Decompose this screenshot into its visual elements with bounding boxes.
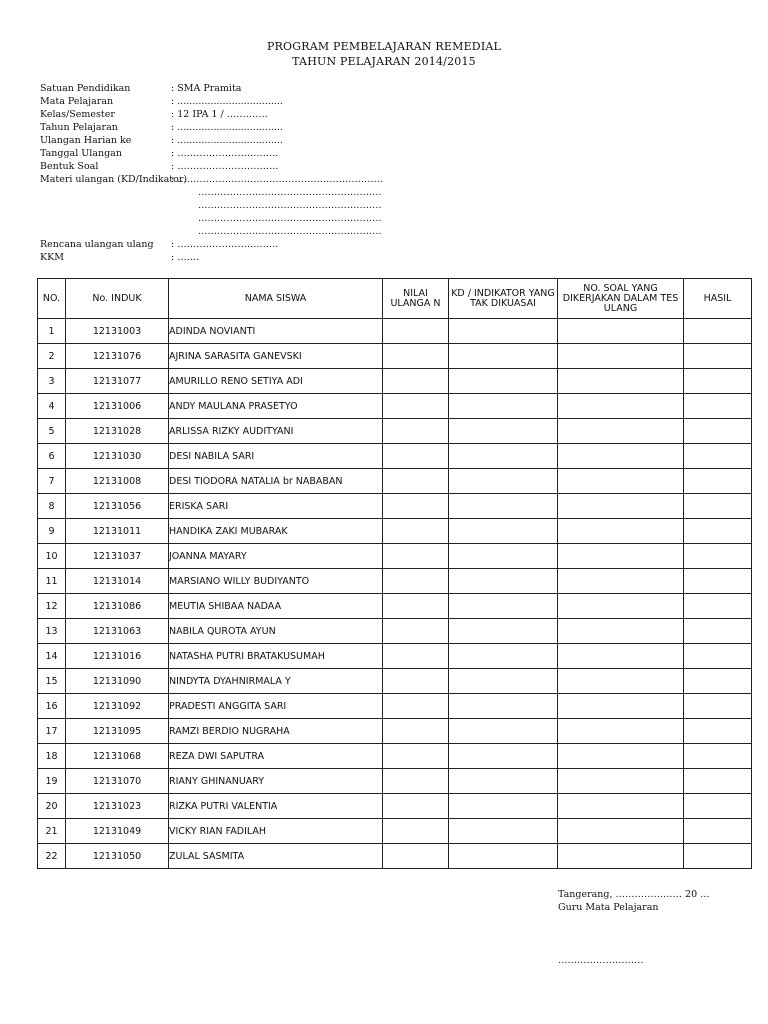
cell-no: 5 [38, 419, 66, 444]
cell-no: 10 [38, 544, 66, 569]
cell-no-soal [558, 419, 684, 444]
cell-kd-indikator [449, 719, 558, 744]
cell-no-induk: 12131008 [66, 469, 169, 494]
cell-no-soal [558, 669, 684, 694]
cell-nilai-ulangan [383, 544, 449, 569]
cell-kd-indikator [449, 319, 558, 344]
cell-nilai-ulangan [383, 669, 449, 694]
table-row [38, 319, 752, 344]
info-value: : ……. [171, 252, 200, 263]
info-value: : ………………………….. [171, 148, 279, 159]
cell-nilai-ulangan [383, 594, 449, 619]
cell-kd-indikator [449, 369, 558, 394]
cell-nama-siswa: NABILA QUROTA AYUN [169, 619, 383, 644]
table-row [38, 419, 752, 444]
cell-hasil [684, 419, 752, 444]
cell-no-soal [558, 344, 684, 369]
cell-nama-siswa: ANDY MAULANA PRASETYO [169, 394, 383, 419]
info-label: Mata Pelajaran [40, 96, 114, 107]
cell-no-induk: 12131049 [66, 819, 169, 844]
cell-hasil [684, 644, 752, 669]
cell-nilai-ulangan [383, 494, 449, 519]
cell-nama-siswa: AJRINA SARASITA GANEVSKI [169, 344, 383, 369]
cell-hasil [684, 619, 752, 644]
cell-no: 17 [38, 719, 66, 744]
cell-hasil [684, 344, 752, 369]
table-row [38, 719, 752, 744]
info-value: …………………………………………………. [198, 200, 382, 211]
cell-nilai-ulangan [383, 569, 449, 594]
cell-no: 22 [38, 844, 66, 869]
header-nilai-ulangan: NILAI ULANGA N [383, 279, 449, 319]
cell-no-soal [558, 794, 684, 819]
cell-nilai-ulangan [383, 619, 449, 644]
header-kd-indikator: KD / INDIKATOR YANG TAK DIKUASAI [449, 279, 558, 319]
cell-nama-siswa: RIZKA PUTRI VALENTIA [169, 794, 383, 819]
cell-kd-indikator [449, 419, 558, 444]
table-row [38, 844, 752, 869]
cell-no: 3 [38, 369, 66, 394]
cell-no-soal [558, 769, 684, 794]
cell-nilai-ulangan [383, 794, 449, 819]
cell-nilai-ulangan [383, 394, 449, 419]
signature-place-date: Tangerang, ………………… 20 … [558, 889, 710, 900]
cell-no-induk: 12131092 [66, 694, 169, 719]
cell-no-induk: 12131086 [66, 594, 169, 619]
cell-nilai-ulangan [383, 719, 449, 744]
cell-nilai-ulangan [383, 769, 449, 794]
cell-no-induk: 12131068 [66, 744, 169, 769]
table-row [38, 519, 752, 544]
info-value: : ……………………………………………………….. [171, 174, 383, 185]
cell-hasil [684, 519, 752, 544]
cell-no-induk: 12131095 [66, 719, 169, 744]
cell-no-induk: 12131056 [66, 494, 169, 519]
cell-nilai-ulangan [383, 444, 449, 469]
cell-hasil [684, 394, 752, 419]
cell-nama-siswa: ADINDA NOVIANTI [169, 319, 383, 344]
cell-nilai-ulangan [383, 469, 449, 494]
cell-kd-indikator [449, 394, 558, 419]
cell-kd-indikator [449, 544, 558, 569]
info-label: Tanggal Ulangan [40, 148, 122, 159]
cell-kd-indikator [449, 494, 558, 519]
table-row [38, 569, 752, 594]
info-label: Kelas/Semester [40, 109, 115, 120]
cell-no-induk: 12131076 [66, 344, 169, 369]
cell-no-soal [558, 819, 684, 844]
cell-hasil [684, 844, 752, 869]
cell-nama-siswa: ARLISSA RIZKY AUDITYANI [169, 419, 383, 444]
cell-hasil [684, 544, 752, 569]
cell-no: 13 [38, 619, 66, 644]
cell-no: 12 [38, 594, 66, 619]
cell-kd-indikator [449, 844, 558, 869]
info-label: Ulangan Harian ke [40, 135, 132, 146]
header-no-induk: No. INDUK [66, 279, 169, 319]
cell-nama-siswa: ERISKA SARI [169, 494, 383, 519]
cell-no: 6 [38, 444, 66, 469]
cell-no: 20 [38, 794, 66, 819]
table-row [38, 794, 752, 819]
cell-no-induk: 12131023 [66, 794, 169, 819]
cell-no-soal [558, 569, 684, 594]
cell-nilai-ulangan [383, 644, 449, 669]
cell-no-induk: 12131006 [66, 394, 169, 419]
cell-kd-indikator [449, 794, 558, 819]
cell-no-soal [558, 594, 684, 619]
cell-no-induk: 12131050 [66, 844, 169, 869]
cell-nilai-ulangan [383, 844, 449, 869]
cell-nilai-ulangan [383, 369, 449, 394]
cell-no: 11 [38, 569, 66, 594]
cell-no: 4 [38, 394, 66, 419]
cell-hasil [684, 469, 752, 494]
cell-nama-siswa: RAMZI BERDIO NUGRAHA [169, 719, 383, 744]
cell-no-soal [558, 619, 684, 644]
cell-no-soal [558, 319, 684, 344]
info-label: KKM [40, 252, 64, 263]
table-row [38, 344, 752, 369]
info-value: : ................................... [171, 122, 283, 133]
cell-no-induk: 12131014 [66, 569, 169, 594]
cell-nama-siswa: VICKY RIAN FADILAH [169, 819, 383, 844]
table-row [38, 694, 752, 719]
cell-no: 21 [38, 819, 66, 844]
cell-no-induk: 12131090 [66, 669, 169, 694]
table-row [38, 469, 752, 494]
table-row [38, 369, 752, 394]
cell-hasil [684, 594, 752, 619]
table-row [38, 494, 752, 519]
cell-no-induk: 12131063 [66, 619, 169, 644]
cell-nama-siswa: MEUTIA SHIBAA NADAA [169, 594, 383, 619]
cell-nama-siswa: RIANY GHINANUARY [169, 769, 383, 794]
cell-hasil [684, 569, 752, 594]
cell-no: 1 [38, 319, 66, 344]
document-title: PROGRAM PEMBELAJARAN REMEDIAL [266, 40, 502, 53]
signature-role: Guru Mata Pelajaran [558, 902, 659, 913]
table-row [38, 819, 752, 844]
table-header-row [38, 279, 752, 319]
info-value: : ................................... [171, 135, 283, 146]
cell-nama-siswa: NATASHA PUTRI BRATAKUSUMAH [169, 644, 383, 669]
cell-no-induk: 12131070 [66, 769, 169, 794]
cell-no-soal [558, 644, 684, 669]
cell-no: 9 [38, 519, 66, 544]
table-row [38, 594, 752, 619]
table-row [38, 619, 752, 644]
cell-nilai-ulangan [383, 419, 449, 444]
info-label: Satuan Pendidikan [40, 83, 131, 94]
cell-hasil [684, 319, 752, 344]
cell-nama-siswa: REZA DWI SAPUTRA [169, 744, 383, 769]
cell-nama-siswa: HANDIKA ZAKI MUBARAK [169, 519, 383, 544]
cell-no-soal [558, 719, 684, 744]
cell-no-induk: 12131077 [66, 369, 169, 394]
cell-kd-indikator [449, 694, 558, 719]
cell-no: 15 [38, 669, 66, 694]
table-row [38, 444, 752, 469]
cell-kd-indikator [449, 444, 558, 469]
cell-nilai-ulangan [383, 519, 449, 544]
info-value: …………………………………………………. [198, 213, 382, 224]
table-row [38, 394, 752, 419]
info-label: Tahun Pelajaran [40, 122, 118, 133]
signature-name-line: ……………………… [558, 955, 644, 966]
cell-no-soal [558, 394, 684, 419]
cell-kd-indikator [449, 819, 558, 844]
cell-no-soal [558, 494, 684, 519]
info-value: : ………………………….. [171, 161, 279, 172]
cell-no-induk: 12131016 [66, 644, 169, 669]
cell-kd-indikator [449, 569, 558, 594]
info-label: Rencana ulangan ulang [40, 239, 154, 250]
cell-nama-siswa: NINDYTA DYAHNIRMALA Y [169, 669, 383, 694]
cell-no-induk: 12131037 [66, 544, 169, 569]
header-no-soal: NO. SOAL YANG DIKERJAKAN DALAM TES ULANG [558, 279, 684, 319]
cell-hasil [684, 744, 752, 769]
info-value: …………………………………………………. [198, 226, 382, 237]
header-nama-siswa: NAMA SISWA [169, 279, 383, 319]
cell-no-induk: 12131028 [66, 419, 169, 444]
cell-no-soal [558, 544, 684, 569]
cell-no: 18 [38, 744, 66, 769]
cell-hasil [684, 719, 752, 744]
cell-hasil [684, 794, 752, 819]
header-no: NO. [38, 279, 66, 319]
cell-nama-siswa: MARSIANO WILLY BUDIYANTO [169, 569, 383, 594]
table-row [38, 669, 752, 694]
table-row [38, 544, 752, 569]
info-label: Bentuk Soal [40, 161, 99, 172]
cell-nilai-ulangan [383, 819, 449, 844]
cell-kd-indikator [449, 469, 558, 494]
info-label: Materi ulangan (KD/Indikator) [40, 174, 188, 185]
cell-kd-indikator [449, 619, 558, 644]
cell-no-soal [558, 469, 684, 494]
cell-no-induk: 12131030 [66, 444, 169, 469]
cell-no: 7 [38, 469, 66, 494]
info-value: : ................................... [171, 96, 283, 107]
info-value: : 12 IPA 1 / …………. [171, 109, 268, 120]
cell-kd-indikator [449, 744, 558, 769]
cell-hasil [684, 694, 752, 719]
cell-no-induk: 12131011 [66, 519, 169, 544]
cell-kd-indikator [449, 644, 558, 669]
cell-no-soal [558, 444, 684, 469]
cell-nilai-ulangan [383, 344, 449, 369]
cell-nama-siswa: ZULAL SASMITA [169, 844, 383, 869]
cell-nama-siswa: DESI NABILA SARI [169, 444, 383, 469]
cell-hasil [684, 444, 752, 469]
cell-nama-siswa: DESI TIODORA NATALIA br NABABAN [169, 469, 383, 494]
cell-kd-indikator [449, 669, 558, 694]
header-hasil: HASIL [684, 279, 752, 319]
cell-kd-indikator [449, 344, 558, 369]
cell-no-soal [558, 519, 684, 544]
table-row [38, 744, 752, 769]
remedial-table [37, 278, 752, 869]
cell-no: 2 [38, 344, 66, 369]
cell-no-soal [558, 844, 684, 869]
cell-nama-siswa: PRADESTI ANGGITA SARI [169, 694, 383, 719]
info-value: : ………………………….. [171, 239, 279, 250]
cell-no-soal [558, 369, 684, 394]
cell-hasil [684, 769, 752, 794]
cell-no: 8 [38, 494, 66, 519]
cell-no: 19 [38, 769, 66, 794]
cell-no: 16 [38, 694, 66, 719]
cell-kd-indikator [449, 519, 558, 544]
document-subtitle: TAHUN PELAJARAN 2014/2015 [292, 55, 476, 68]
cell-kd-indikator [449, 769, 558, 794]
cell-nilai-ulangan [383, 694, 449, 719]
cell-nilai-ulangan [383, 319, 449, 344]
cell-no: 14 [38, 644, 66, 669]
table-row [38, 769, 752, 794]
cell-nama-siswa: AMURILLO RENO SETIYA ADI [169, 369, 383, 394]
info-value: : SMA Pramita [171, 83, 242, 94]
table-row [38, 644, 752, 669]
cell-no-soal [558, 694, 684, 719]
cell-kd-indikator [449, 594, 558, 619]
cell-hasil [684, 819, 752, 844]
cell-no-soal [558, 744, 684, 769]
cell-hasil [684, 369, 752, 394]
cell-no-induk: 12131003 [66, 319, 169, 344]
cell-nama-siswa: JOANNA MAYARY [169, 544, 383, 569]
cell-hasil [684, 669, 752, 694]
cell-hasil [684, 494, 752, 519]
info-value: …………………………………………………. [198, 187, 382, 198]
cell-nilai-ulangan [383, 744, 449, 769]
